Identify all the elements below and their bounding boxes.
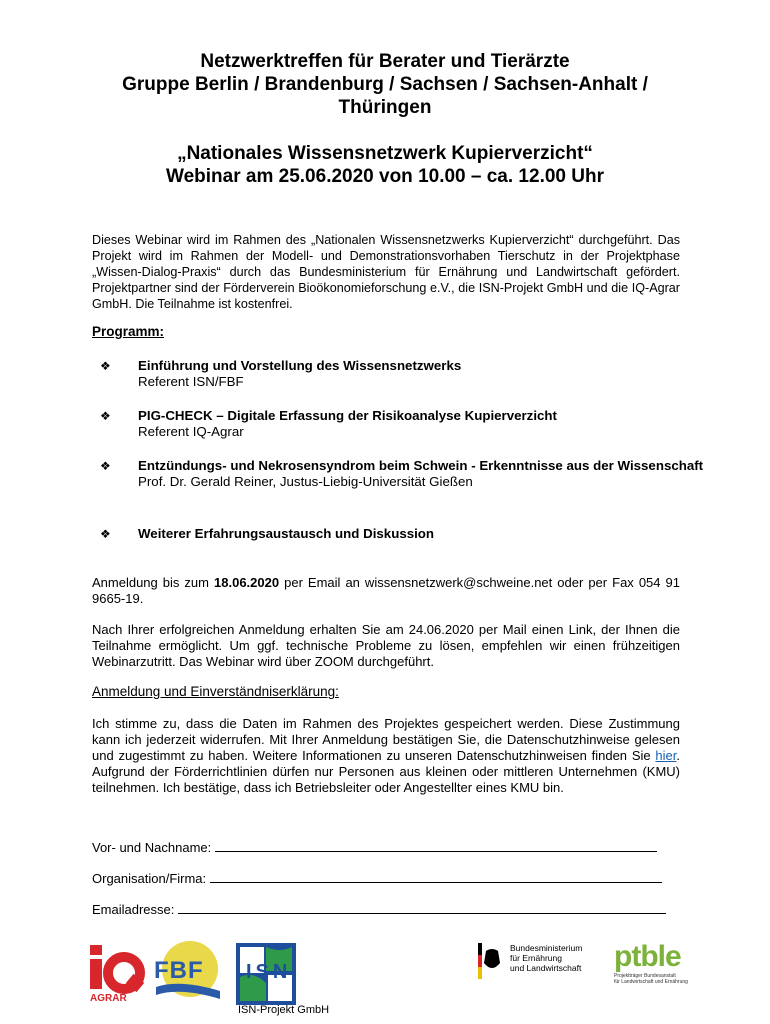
isn-logo — [236, 943, 296, 1005]
bmel-logo — [478, 941, 598, 991]
item-speaker: Referent ISN/FBF — [138, 374, 244, 389]
iq-agrar-logo — [88, 943, 148, 1005]
item-title: Einführung und Vorstellung des Wissensnetzwerks — [138, 358, 462, 373]
ptble-sub-2: für Landwirtschaft und Ernährung — [614, 979, 688, 985]
programm-heading: Programm: — [92, 324, 165, 339]
bmel-line-2: für Ernährung — [510, 953, 562, 963]
title-line-4: „Nationales Wissensnetzwerk Kupierverzicht“ — [177, 143, 593, 164]
item-title: Entzündungs- und Nekrosensyndrom beim Schwein - Erkenntnisse aus der Wissenschaft — [138, 458, 704, 473]
diamond-bullet-icon: ❖ — [100, 359, 111, 373]
list-item — [100, 358, 718, 390]
privacy-link[interactable]: hier — [655, 748, 677, 763]
consent-heading: Anmeldung und Einverständniserklärung: — [92, 684, 339, 699]
bmel-text — [510, 943, 582, 973]
bmel-line-1: Bundesministerium — [510, 943, 583, 953]
intro-paragraph: Dieses Webinar wird im Rahmen des „Nationalen Wissensnetzwerks Kupierverzicht“ durchgeführt. Das Projekt wird im Rahmen der Modell- und Demonstrationsvorhaben Tierschutz in der Projektphase „Wissen-Dialog-Praxis“ durch das Bundesministerium für Ernährung und Landwirtschaft gefördert. Projektpartner sind der Förderverein Bioökonomieforschung e.V., die ISN-Projekt GmbH und die IQ-Agrar GmbH. Die Teilnahme ist kostenfrei. — [92, 233, 680, 311]
registration-contact: per Email an wissensnetzwerk@schweine.net oder per Fax 054 91 9665-19. — [92, 575, 680, 606]
logo-bar — [0, 935, 770, 1024]
iq-agrar-sub: AGRAR — [90, 993, 127, 1004]
registration-deadline: 18.06.2020 — [214, 575, 280, 590]
item-speaker: Referent IQ-Agrar — [138, 424, 244, 439]
email-label: Emailadresse: — [92, 902, 175, 917]
name-line[interactable] — [215, 841, 657, 852]
ptble-text: ptble — [614, 940, 681, 973]
item-title: PIG-CHECK – Digitale Erfassung der Risikoanalyse Kupierverzicht — [138, 408, 557, 423]
email-line[interactable] — [178, 903, 666, 914]
document-title — [60, 50, 710, 188]
isn-text: ISN — [246, 961, 292, 983]
org-field[interactable] — [92, 871, 662, 886]
footer-text: ISN-Projekt GmbH — [238, 1004, 330, 1016]
diamond-bullet-icon: ❖ — [100, 459, 111, 473]
list-item — [100, 526, 718, 542]
consent-paragraph — [92, 716, 680, 796]
item-title: Weiterer Erfahrungsaustausch und Diskussion — [138, 526, 435, 541]
name-field[interactable] — [92, 840, 657, 855]
diamond-bullet-icon: ❖ — [100, 527, 111, 541]
email-field[interactable] — [92, 902, 666, 917]
name-label: Vor- und Nachname: — [92, 840, 212, 855]
consent-text-2: . Aufgrund der Förderrichtlinien dürfen nur Personen aus kleinen oder mittleren Unternehmen (KMU) teilnehmen. Ich bestätige, dass ich Betriebsleiter oder Angestellter eines KMU bin. — [92, 748, 680, 795]
fbf-text: FBF — [154, 957, 204, 984]
title-line-2: Gruppe Berlin / Brandenburg / Sachsen / Sachsen-Anhalt / — [122, 74, 648, 95]
registration-text: Anmeldung bis zum — [92, 575, 215, 590]
title-line-1: Netzwerktreffen für Berater und Tierärzte — [200, 51, 570, 72]
title-line-3: Thüringen — [338, 97, 432, 118]
list-item — [100, 408, 718, 440]
list-item — [100, 458, 718, 490]
org-label: Organisation/Firma: — [92, 871, 207, 886]
consent-text: Ich stimme zu, dass die Daten im Rahmen des Projektes gespeichert werden. Diese Zustimmung kann ich jederzeit widerrufen. Mit Ihrer Anmeldung bestätigen Sie, die Datenschutzhinweise gelesen und zugestimmt zu haben. Weitere Informationen zu unseren Datenschutzhinweisen finden Sie — [92, 716, 680, 763]
fbf-logo — [150, 939, 230, 1005]
diamond-bullet-icon: ❖ — [100, 409, 111, 423]
title-line-5: Webinar am 25.06.2020 von 10.00 – ca. 12.00 Uhr — [166, 166, 604, 187]
registration-paragraph — [92, 575, 680, 607]
webinar-info-paragraph: Nach Ihrer erfolgreichen Anmeldung erhalten Sie am 24.06.2020 per Mail einen Link, der Ihnen die Teilnahme ermöglicht. Um ggf. technische Probleme zu lösen, empfehlen wir einen frühzeitigen Webinarzutritt. Das Webinar wird über ZOOM durchgeführt. — [92, 622, 680, 669]
item-speaker: Prof. Dr. Gerald Reiner, Justus-Liebig-Universität Gießen — [138, 474, 473, 489]
bmel-line-3: und Landwirtschaft — [510, 963, 582, 973]
ptble-logo — [614, 941, 704, 997]
ptble-sub-1: Projektträger Bundesanstalt — [614, 973, 676, 979]
org-line[interactable] — [210, 872, 662, 883]
